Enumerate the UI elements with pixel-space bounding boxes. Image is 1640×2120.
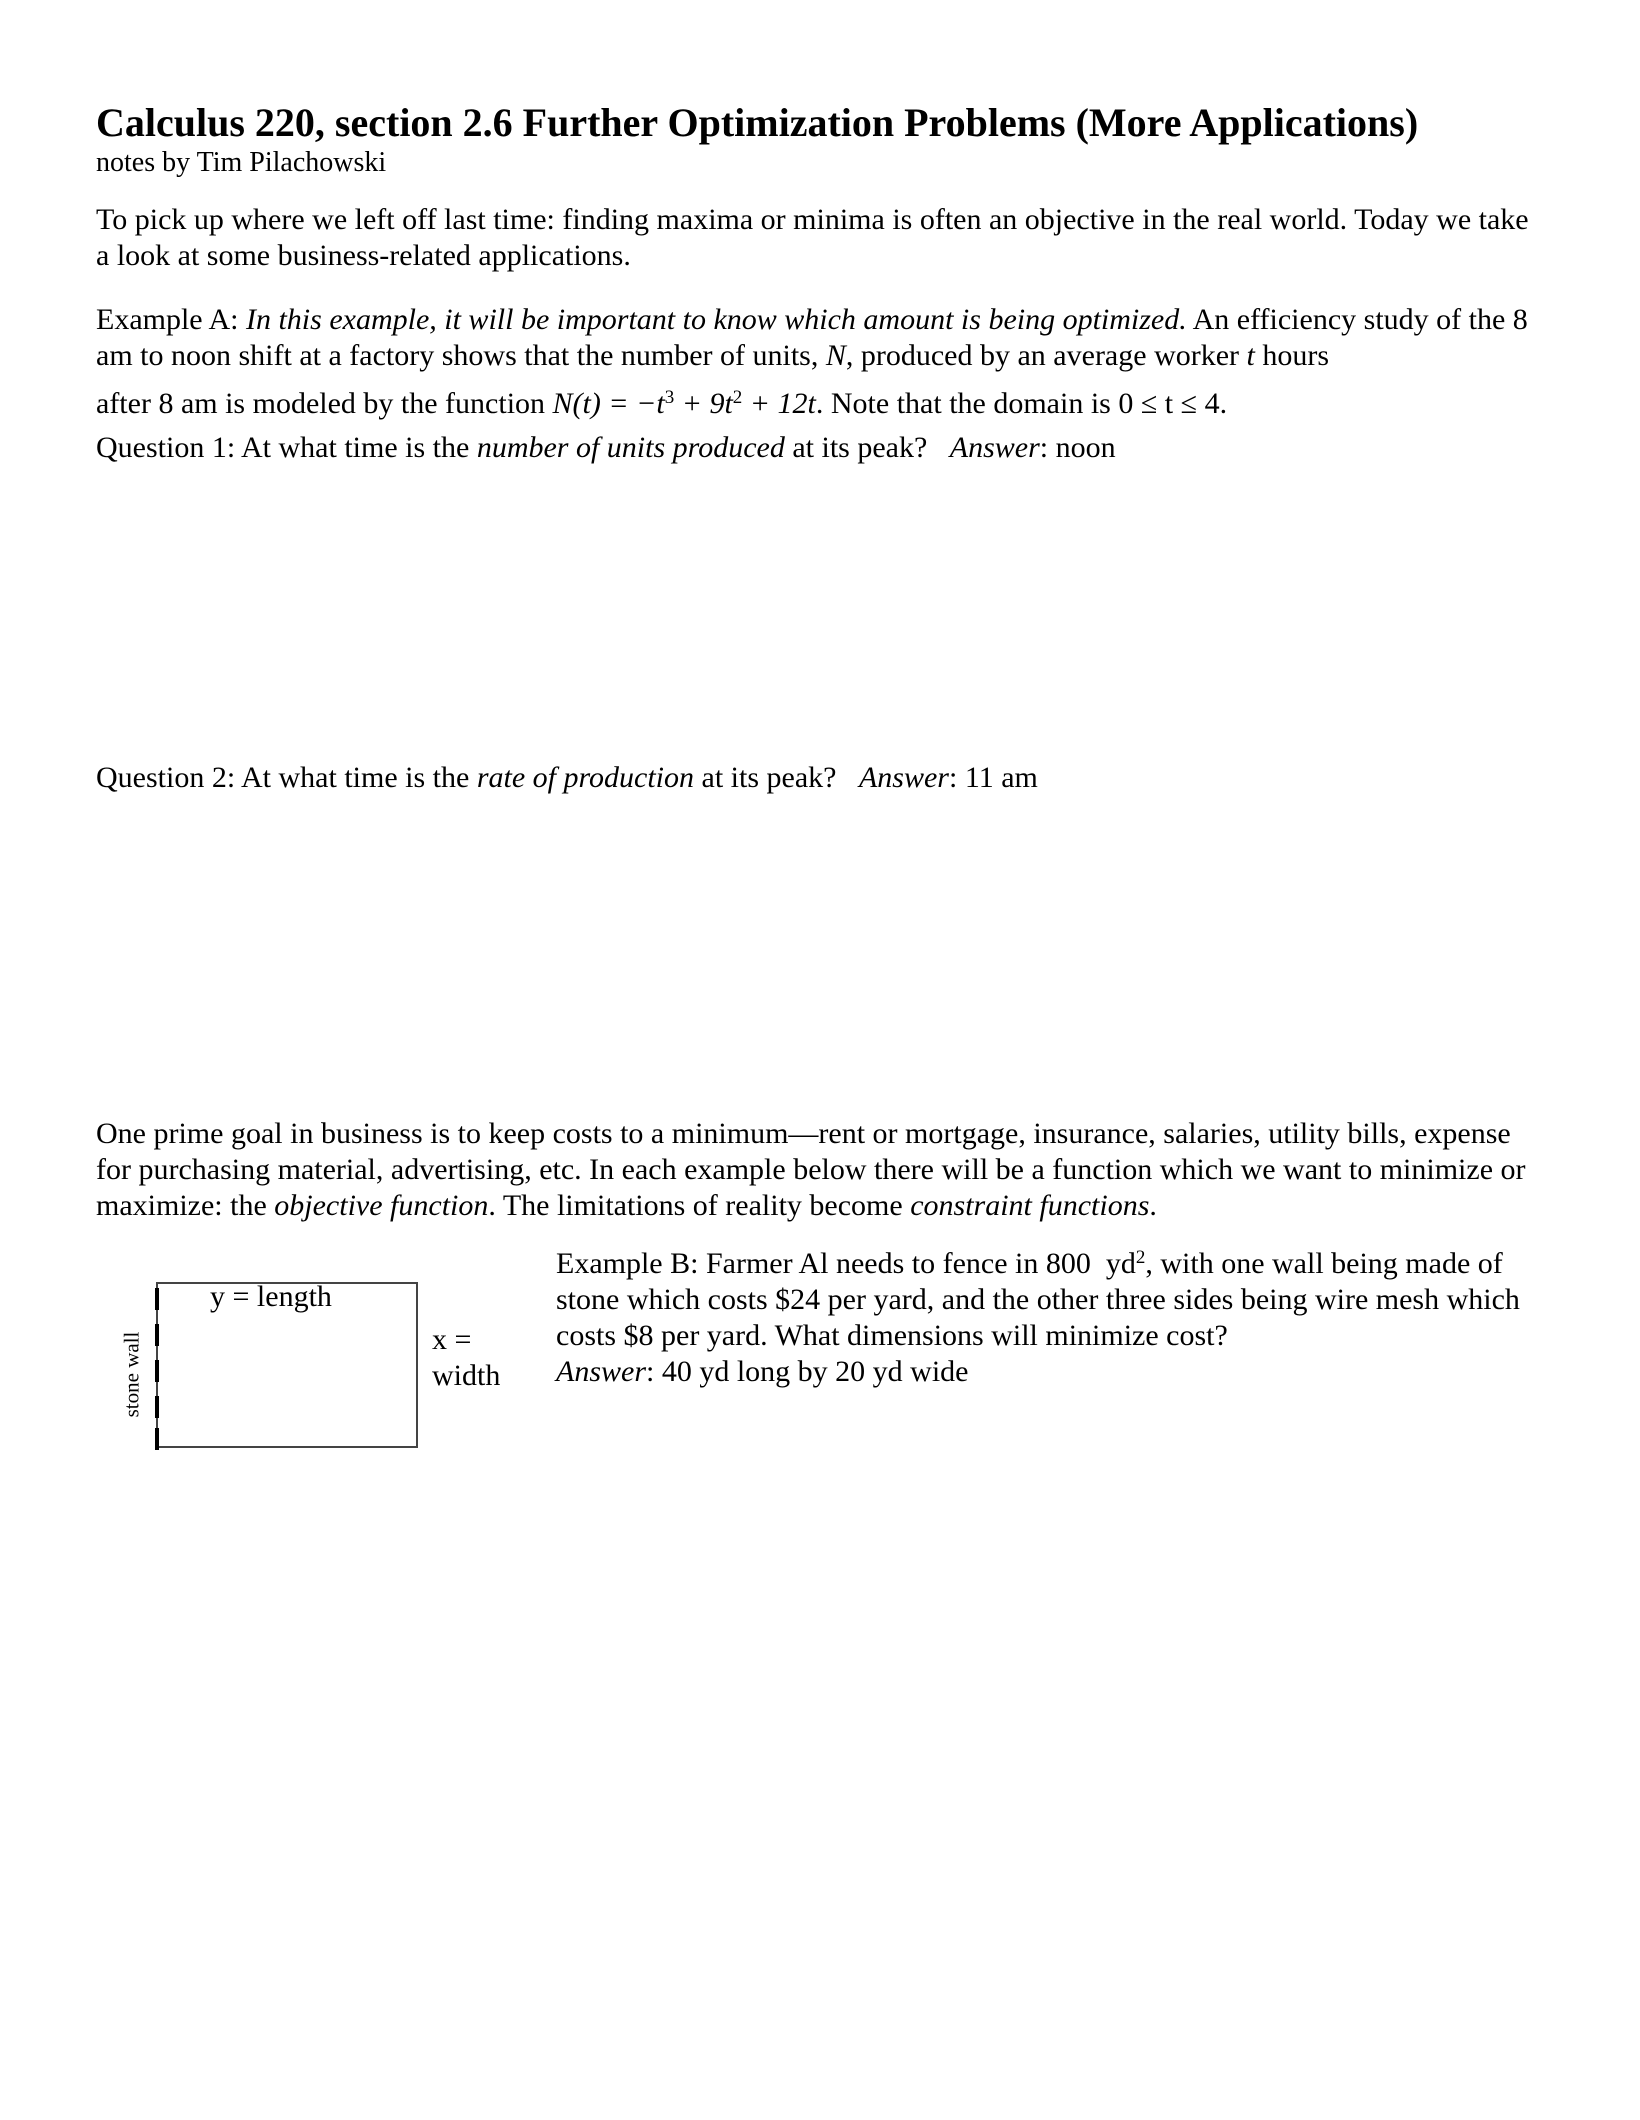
question-2-answer: : 11 am	[948, 761, 1038, 794]
stone-wall-dash	[155, 1360, 159, 1382]
question-1-italic: number of units produced	[476, 431, 785, 464]
stone-wall-dash	[155, 1288, 159, 1310]
question-2	[96, 760, 1546, 796]
example-b-text-2: , with one wall being made of stone which costs $24 per yard, and the other three sides being wire mesh which costs $8 per yard. What dimensions will minimize cost?	[556, 1247, 1520, 1352]
question-1-text: Question 1: At what time is the	[96, 431, 477, 464]
width-label	[432, 1322, 500, 1394]
question-2-text-2: at its peak?	[694, 761, 859, 794]
goal-text-1: One prime goal in business is to keep costs to a minimum—rent or mortgage, insurance, salaries, utility bills, expense for purchasing material, advertising, etc. In each example below there will be a function which we want to minimize or maximize: the	[96, 1117, 1526, 1222]
stone-wall-dash	[155, 1396, 159, 1418]
example-a-label: Example A:	[96, 303, 246, 336]
business-goal-paragraph	[96, 1116, 1546, 1224]
function-intro: after 8 am is modeled by the function	[96, 387, 553, 420]
page-title: Calculus 220, section 2.6 Further Optimization Problems (More Applications)	[96, 100, 1419, 145]
example-a-italic-lead: In this example, it will be important to know which amount is being optimized.	[245, 303, 1187, 336]
length-label: y = length	[210, 1280, 332, 1313]
question-1-answer: : noon	[1039, 431, 1116, 464]
constraint-functions-term: constraint functions	[910, 1189, 1150, 1222]
domain-note: . Note that the domain is 0 ≤ t ≤ 4.	[815, 387, 1228, 420]
variable-n: N	[825, 339, 846, 372]
objective-function-term: objective function	[274, 1189, 489, 1222]
stone-wall-label: stone wall	[119, 1331, 144, 1418]
answer-label: Answer	[556, 1355, 646, 1388]
author-line: notes by Tim Pilachowski	[96, 147, 387, 178]
goal-text-3: .	[1149, 1189, 1157, 1222]
exponent-2: 2	[732, 387, 743, 408]
goal-text-2: . The limitations of reality become	[488, 1189, 911, 1222]
question-1	[96, 430, 1546, 466]
stone-wall-dash	[155, 1324, 159, 1346]
fence-diagram	[110, 1270, 530, 1460]
example-a-text-3: hours	[1254, 339, 1330, 372]
exponent-3: 3	[664, 387, 675, 408]
example-a-text-1: An efficiency study of the 8 am to noon shift at a factory shows that the number of units,	[96, 303, 1528, 372]
width-label-line-2: width	[432, 1359, 501, 1392]
example-b-exponent: 2	[1135, 1247, 1146, 1268]
example-a-function-line	[96, 386, 1546, 422]
question-2-text: Question 2: At what time is the	[96, 761, 477, 794]
width-label-line-1: x =	[432, 1323, 472, 1356]
function-rhs: + 12t	[742, 387, 816, 420]
example-b-paragraph	[556, 1246, 1556, 1390]
question-2-italic: rate of production	[476, 761, 695, 794]
variable-t: t	[1246, 339, 1255, 372]
example-a-text-2: , produced by an average worker	[845, 339, 1247, 372]
example-b-text-1: Example B: Farmer Al needs to fence in 800 yd	[556, 1247, 1136, 1280]
example-b-answer: : 40 yd long by 20 yd wide	[646, 1355, 969, 1388]
stone-wall-dash	[155, 1428, 159, 1450]
function-mid: + 9t	[674, 387, 733, 420]
example-a-paragraph	[96, 302, 1546, 374]
intro-paragraph: To pick up where we left off last time: finding maxima or minima is often an objective in the real world. Today we take a look at some business-related applications.	[96, 203, 1529, 272]
question-1-text-2: at its peak?	[784, 431, 950, 464]
answer-label: Answer	[858, 761, 949, 794]
function-lhs: N(t) = −t	[552, 387, 665, 420]
answer-label: Answer	[949, 431, 1040, 464]
